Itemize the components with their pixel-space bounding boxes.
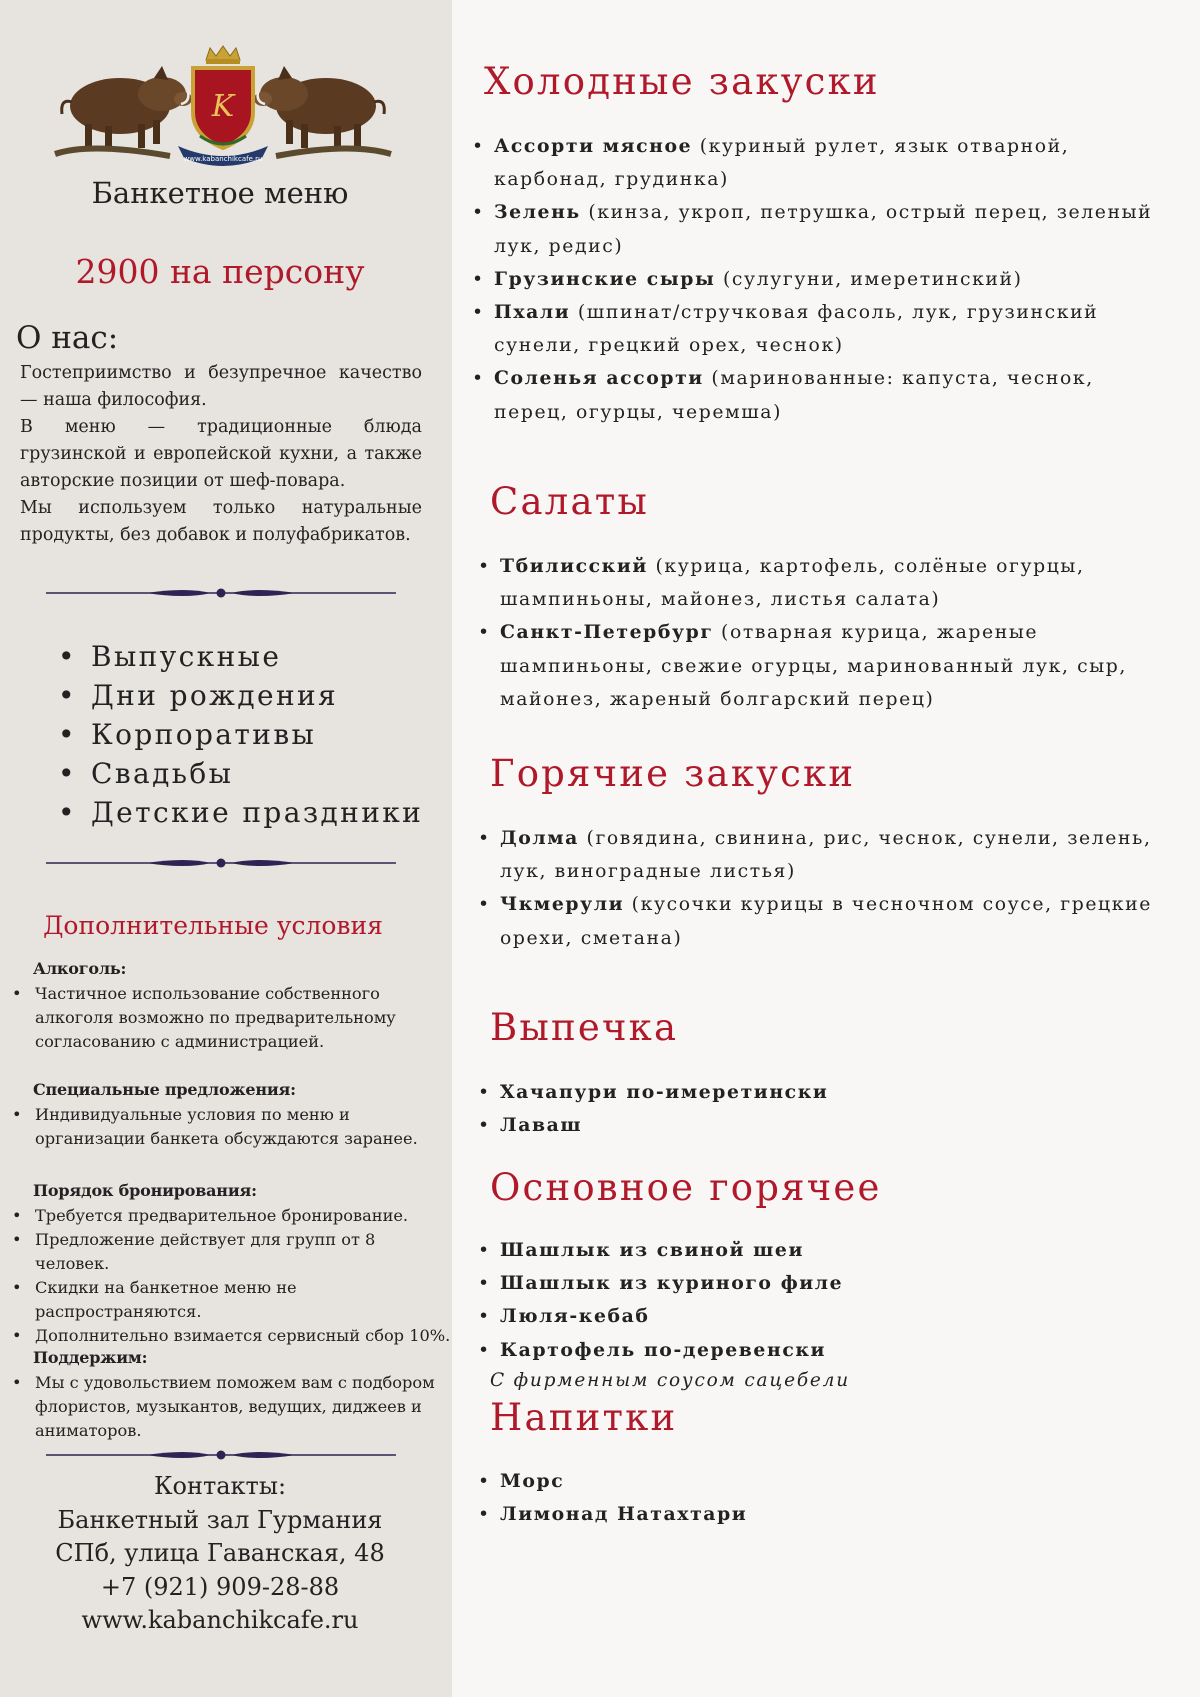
menu-item — [478, 1234, 1178, 1267]
dish-description: (куриный рулет, язык отварной, карбонад, грудинка) — [494, 136, 1070, 191]
condition-item: • Мы с удовольствием поможем вам с подбором флористов, музыкантов, ведущих, диджеев и аниматоров. — [12, 1371, 452, 1443]
condition-alcohol — [12, 958, 452, 1054]
sidebar — [0, 0, 452, 1697]
dish-name: Морс — [500, 1470, 565, 1492]
dish-name: Шашлык из куриного филе — [500, 1272, 844, 1295]
dish-description: (говядина, свинина, рис, чеснок, сунели, зелень, лук, виноградные листья) — [500, 828, 1152, 883]
menu-item — [472, 296, 1172, 362]
about-paragraph: Гостеприимство и безупречное качество — наша философия. — [20, 363, 422, 410]
condition-item: • Требуется предварительное бронирование. — [12, 1204, 452, 1228]
address: СПб, улица Гаванская, 48 — [55, 1539, 385, 1567]
section-title-salads: Салаты — [490, 480, 650, 523]
pastry-list — [478, 1076, 1178, 1142]
dish-name: Шашлык из свиной шеи — [500, 1239, 805, 1261]
salads-list — [478, 550, 1178, 716]
dish-description: (кусочки курицы в чесночном соусе, грецкие орехи, сметана) — [500, 894, 1152, 949]
menu-item — [478, 550, 1178, 616]
menu-item — [478, 1498, 1178, 1531]
main-hot-list — [478, 1234, 1178, 1367]
dish-name: Картофель по-деревенски — [500, 1338, 827, 1361]
contacts-heading: Контакты: — [153, 1472, 287, 1500]
condition-booking — [12, 1180, 452, 1348]
about-heading: О нас: — [16, 320, 119, 356]
dish-name: Санкт-Петербург — [500, 621, 714, 644]
website: www.kabanchikcafe.ru — [81, 1606, 359, 1634]
section-title-main-hot: Основное горячее — [490, 1166, 882, 1209]
hot-starters-list — [478, 822, 1178, 955]
ornament-divider — [46, 586, 396, 600]
menu-item — [478, 1300, 1178, 1333]
about-paragraph: Мы используем только натуральные продукты, без добавок и полуфабрикатов. — [20, 498, 422, 545]
drinks-list — [478, 1465, 1178, 1531]
event-item: • Выпускные — [58, 637, 423, 676]
dish-name: Долма — [500, 827, 579, 849]
dish-name: Тбилисский — [500, 555, 648, 577]
menu-item — [478, 1267, 1178, 1300]
condition-item: • Дополнительно взимается сервисный сбор 10%. — [12, 1324, 452, 1348]
dish-name: Грузинские сыры — [494, 267, 716, 290]
dish-name: Чкмерули — [500, 893, 625, 916]
shield-emblem — [178, 68, 268, 166]
menu-item — [472, 263, 1172, 296]
about-text — [20, 360, 422, 549]
condition-item: • Частичное использование собственного алкоголя возможно по предварительному согласованию с администрацией. — [12, 982, 452, 1054]
dish-description: (маринованные: капуста, чеснок, перец, огурцы, черемша) — [494, 368, 1094, 423]
condition-title: Порядок бронирования: — [33, 1181, 257, 1200]
venue-name: Банкетный зал Гурмания — [57, 1505, 383, 1534]
menu-item — [478, 1334, 1178, 1367]
event-item: • Дни рождения — [58, 676, 423, 715]
menu-item — [472, 130, 1172, 196]
left-boar-icon — [55, 66, 192, 156]
dish-description: (кинза, укроп, петрушка, острый перец, зеленый лук, редис) — [494, 202, 1153, 257]
dish-description: (отварная курица, жареные шампиньоны, свежие огурцы, маринованный лук, сыр, майонез, жареный болгарский перец) — [500, 622, 1127, 710]
dish-name: Зелень — [494, 201, 581, 224]
dish-description: (шпинат/стручковая фасоль, лук, грузинский сунели, грецкий орех, чеснок) — [494, 302, 1099, 357]
sauce-note: С фирменным соусом сацебели — [490, 1370, 850, 1391]
dish-name: Соленья ассорти — [494, 367, 704, 390]
section-title-cold: Холодные закуски — [484, 60, 880, 103]
contacts-block — [0, 1470, 440, 1638]
right-boar-icon — [254, 66, 391, 156]
ornament-divider — [46, 1448, 396, 1462]
menu-item — [478, 1076, 1178, 1109]
menu-item — [478, 1109, 1178, 1142]
section-title-drinks: Напитки — [490, 1396, 678, 1439]
event-item: • Свадьбы — [58, 754, 423, 793]
dish-name: Люля-кебаб — [500, 1305, 650, 1328]
menu-item — [478, 888, 1178, 954]
menu-content — [452, 0, 1200, 1697]
price-per-person: 2900 на персону — [75, 252, 365, 291]
banquet-title: Банкетное меню — [91, 176, 349, 210]
section-title-hot-starters: Горячие закуски — [490, 752, 856, 795]
menu-item — [478, 822, 1178, 888]
event-types-list — [58, 637, 423, 832]
extra-conditions-heading: Дополнительные условия — [43, 911, 383, 940]
event-item: • Детские праздники — [58, 793, 423, 832]
dish-name: Пхали — [494, 301, 571, 324]
phone-number: +7 (921) 909-28-88 — [100, 1572, 340, 1601]
menu-item — [478, 1465, 1178, 1498]
condition-title: Поддержим: — [33, 1348, 148, 1367]
menu-item — [478, 616, 1178, 716]
dish-description: (курица, картофель, солёные огурцы, шампиньоны, майонез, листья салата) — [500, 556, 1085, 611]
dish-name: Ассорти мясное — [494, 135, 693, 157]
condition-item: • Предложение действует для групп от 8 человек. — [12, 1228, 452, 1276]
dish-name: Хачапури по-имеретински — [500, 1081, 829, 1103]
condition-item: • Индивидуальные условия по меню и организации банкета обсуждаются заранее. — [12, 1103, 452, 1151]
about-paragraph: В меню — традиционные блюда грузинской и европейской кухни, а также авторские позиции от шеф-повара. — [20, 417, 422, 491]
condition-special-offers — [12, 1079, 452, 1151]
boar-crest-logo — [50, 44, 396, 174]
condition-title: Алкоголь: — [33, 959, 127, 978]
condition-item: • Скидки на банкетное меню не распространяются. — [12, 1276, 452, 1324]
crown-icon — [206, 46, 240, 64]
condition-support — [12, 1347, 452, 1443]
condition-title: Специальные предложения: — [33, 1080, 296, 1099]
dish-name: Лимонад Натахтари — [500, 1503, 748, 1526]
logo-letter: K — [211, 89, 235, 124]
section-title-pastry: Выпечка — [490, 1006, 679, 1049]
ornament-divider — [46, 856, 396, 870]
menu-item — [472, 362, 1172, 428]
event-item: • Корпоративы — [58, 715, 423, 754]
logo-ribbon-text: www.kabanchikcafe.ru — [183, 155, 263, 163]
menu-item — [472, 196, 1172, 262]
dish-description: (сулугуни, имеретинский) — [715, 268, 1023, 290]
cold-starters-list — [472, 130, 1172, 429]
dish-name: Лаваш — [500, 1114, 583, 1137]
